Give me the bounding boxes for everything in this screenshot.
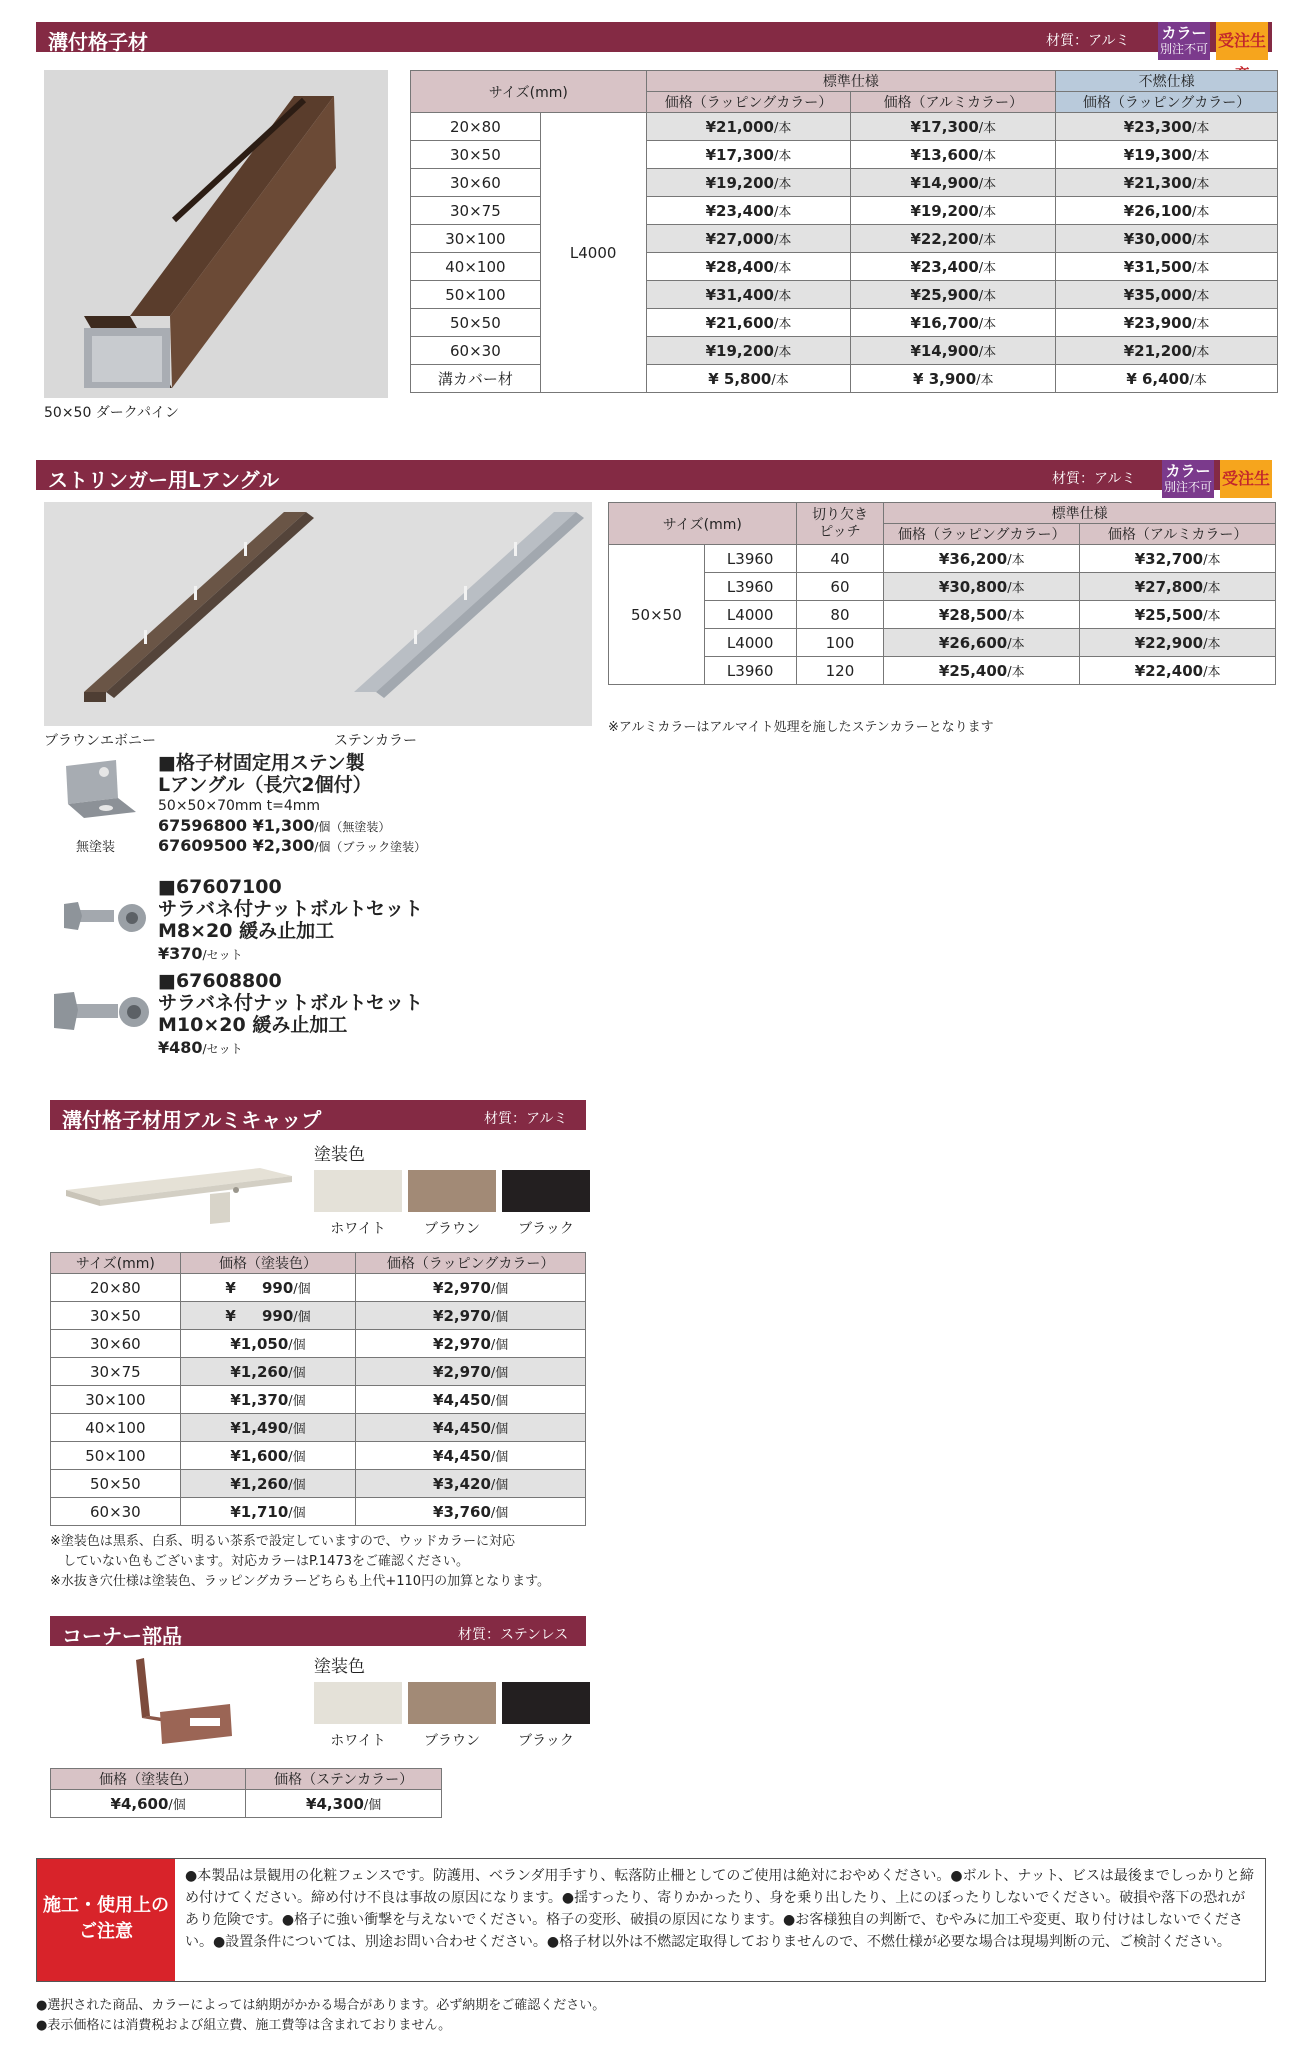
cell-price-wrapping: ¥19,200/本 bbox=[646, 169, 851, 197]
header-price-wrapping: 価格（ラッピングカラー） bbox=[356, 1253, 586, 1274]
cap-note-2: していない色もございます。対応カラーはP.1473をご確認ください。 bbox=[50, 1554, 469, 1569]
caption-sten-color: ステンカラー bbox=[334, 733, 418, 749]
section-header-stringer bbox=[36, 460, 1272, 490]
color-swatch-label: ブラウン bbox=[424, 1221, 480, 1237]
cell-price-wrapping: ¥3,760/個 bbox=[356, 1498, 586, 1526]
cell-price-wrapping: ¥36,200/本 bbox=[884, 545, 1080, 573]
table-row bbox=[51, 1414, 586, 1442]
header-price-paint: 価格（塗装色） bbox=[51, 1769, 246, 1790]
corner-part-image bbox=[120, 1656, 250, 1756]
header-size: サイズ(mm) bbox=[609, 503, 797, 545]
header-price-fire-wrapping: 価格（ラッピングカラー） bbox=[1056, 92, 1278, 113]
cell-price-wrapping: ¥28,400/本 bbox=[646, 253, 851, 281]
cell-length: L3960 bbox=[704, 573, 796, 601]
cell-size: 40×100 bbox=[411, 253, 541, 281]
bolt-set-m10-image bbox=[50, 988, 150, 1038]
table-row bbox=[51, 1358, 586, 1386]
cell-size: 50×50 bbox=[51, 1470, 181, 1498]
cell-size: 20×80 bbox=[51, 1274, 181, 1302]
section-title: 溝付格子材用アルミキャップ bbox=[62, 1108, 322, 1132]
bolt-m8-code: ■67607100 bbox=[158, 876, 282, 898]
cell-price-aluminum: ¥23,400/本 bbox=[851, 253, 1056, 281]
paint-color-label: 塗装色 bbox=[314, 1657, 365, 1677]
caution-text: ●本製品は景観用の化粧フェンスです。防護用、ベランダ用手すり、転落防止柵としてのご使用は絶対におやめください。●ボルト、ナット、ビスは最後までしっかりと締め付けてください。締め付け不良は事故の原因になります。●揺すったり、寄りかかったり、身を乗り出したり、上にのぼったりしないでください。破損や落下の恐れがあり危険です。●格子に強い衝撃を与えないでください。格子の変形、破損の原因になります。●お客様独自の判断で、むやみに加工や変更、取り付けはしないでください。●設置条件については、別途お問い合わせください。●格子材以外は不燃認定取得しておりませんので、不燃仕様が必要な場合は現場判断の元、ご検討ください。 bbox=[185, 1868, 1254, 1950]
cell-size: 20×80 bbox=[411, 113, 541, 141]
bolt-m10-title-2: M10×20 緩み止加工 bbox=[158, 1014, 348, 1036]
table-row bbox=[609, 601, 1276, 629]
table-row bbox=[51, 1442, 586, 1470]
section-header-corner bbox=[50, 1616, 586, 1646]
price-sten: ¥4,300/個 bbox=[246, 1790, 442, 1818]
header-price-paint: 価格（塗装色） bbox=[180, 1253, 356, 1274]
cap-price-table bbox=[50, 1252, 586, 1526]
cell-price-wrapping: ¥25,400/本 bbox=[884, 657, 1080, 685]
cell-price-paint: ¥1,600/個 bbox=[180, 1442, 356, 1470]
table-row bbox=[51, 1302, 586, 1330]
cell-size: 50×50 bbox=[609, 545, 705, 685]
cell-price-fire: ¥ 6,400/本 bbox=[1056, 365, 1278, 393]
cell-price-wrapping: ¥19,200/本 bbox=[646, 337, 851, 365]
color-swatch bbox=[314, 1682, 402, 1724]
cell-size: 50×50 bbox=[411, 309, 541, 337]
made-to-order-badge: 受注生 bbox=[1216, 22, 1268, 60]
cell-price-paint: ¥1,490/個 bbox=[180, 1414, 356, 1442]
cell-pitch: 120 bbox=[796, 657, 884, 685]
cell-price-aluminum: ¥13,600/本 bbox=[851, 141, 1056, 169]
cell-price-fire: ¥31,500/本 bbox=[1056, 253, 1278, 281]
cell-size: 60×30 bbox=[411, 337, 541, 365]
section-title: ストリンガー用Lアングル bbox=[48, 468, 279, 492]
cell-price-wrapping: ¥2,970/個 bbox=[356, 1330, 586, 1358]
cell-price-paint: ¥1,260/個 bbox=[180, 1358, 356, 1386]
product-photo-angles bbox=[44, 502, 592, 726]
material-label: 材質：アルミ bbox=[1052, 471, 1136, 487]
bracket-price-unpainted: 67596800 ¥1,300/個（無塗装） bbox=[158, 816, 391, 835]
cell-price-paint: ¥1,260/個 bbox=[180, 1470, 356, 1498]
table-row bbox=[51, 1274, 586, 1302]
lattice-price-table bbox=[410, 70, 1278, 393]
corner-price-table bbox=[50, 1768, 442, 1818]
cell-price-aluminum: ¥25,900/本 bbox=[851, 281, 1056, 309]
cell-length: L3960 bbox=[704, 657, 796, 685]
cell-price-wrapping: ¥3,420/個 bbox=[356, 1470, 586, 1498]
cell-price-paint: ¥1,370/個 bbox=[180, 1386, 356, 1414]
cell-price-aluminum: ¥32,700/本 bbox=[1080, 545, 1276, 573]
color-swatch-label: ブラック bbox=[518, 1221, 574, 1237]
cell-price-aluminum: ¥22,400/本 bbox=[1080, 657, 1276, 685]
aluminum-cap-image bbox=[60, 1160, 300, 1230]
price-paint: ¥4,600/個 bbox=[51, 1790, 246, 1818]
stringer-note: ※アルミカラーはアルマイト処理を施したステンカラーとなります bbox=[608, 720, 994, 735]
header-price-aluminum: 価格（アルミカラー） bbox=[851, 92, 1056, 113]
cell-size: 40×100 bbox=[51, 1414, 181, 1442]
table-row bbox=[51, 1386, 586, 1414]
color-swatch-label: ホワイト bbox=[330, 1221, 386, 1237]
cell-price-wrapping: ¥2,970/個 bbox=[356, 1274, 586, 1302]
cell-price-fire: ¥30,000/本 bbox=[1056, 225, 1278, 253]
bolt-m8-price: ¥370/セット bbox=[158, 944, 243, 963]
cell-pitch: 60 bbox=[796, 573, 884, 601]
photo-caption: 50×50 ダークパイン bbox=[44, 405, 179, 421]
cell-price-fire: ¥26,100/本 bbox=[1056, 197, 1278, 225]
cell-size: 50×100 bbox=[411, 281, 541, 309]
cell-price-aluminum: ¥25,500/本 bbox=[1080, 601, 1276, 629]
cell-size: 30×50 bbox=[51, 1302, 181, 1330]
cell-price-wrapping: ¥4,450/個 bbox=[356, 1414, 586, 1442]
header-standard: 標準仕様 bbox=[646, 71, 1056, 92]
caution-label: 施工・使用上の ご注意 bbox=[37, 1859, 175, 1981]
caption-brown-ebony: ブラウンエボニー bbox=[44, 733, 156, 749]
cell-price-wrapping: ¥17,300/本 bbox=[646, 141, 851, 169]
cell-price-wrapping: ¥26,600/本 bbox=[884, 629, 1080, 657]
cell-size: 30×75 bbox=[411, 197, 541, 225]
cell-price-wrapping: ¥21,000/本 bbox=[646, 113, 851, 141]
cell-price-aluminum: ¥14,900/本 bbox=[851, 169, 1056, 197]
header-price-wrapping: 価格（ラッピングカラー） bbox=[884, 524, 1080, 545]
table-row bbox=[609, 657, 1276, 685]
cell-price-wrapping: ¥4,450/個 bbox=[356, 1386, 586, 1414]
cell-size: 30×100 bbox=[51, 1386, 181, 1414]
caution-box bbox=[36, 1858, 1266, 1982]
cell-price-fire: ¥19,300/本 bbox=[1056, 141, 1278, 169]
paint-color-label: 塗装色 bbox=[314, 1145, 365, 1165]
table-row bbox=[51, 1498, 586, 1526]
color-swatch-label: ブラック bbox=[518, 1733, 574, 1749]
cell-length: L4000 bbox=[704, 629, 796, 657]
bolt-m10-price: ¥480/セット bbox=[158, 1038, 243, 1057]
cell-price-fire: ¥21,300/本 bbox=[1056, 169, 1278, 197]
table-row bbox=[51, 1470, 586, 1498]
section-title: コーナー部品 bbox=[62, 1624, 182, 1648]
cell-price-aluminum: ¥14,900/本 bbox=[851, 337, 1056, 365]
cell-price-paint: ¥ 990/個 bbox=[180, 1302, 356, 1330]
bracket-size: 50×50×70mm t=4mm bbox=[158, 798, 321, 814]
color-swatch bbox=[502, 1682, 590, 1724]
cell-price-aluminum: ¥16,700/本 bbox=[851, 309, 1056, 337]
cell-price-wrapping: ¥2,970/個 bbox=[356, 1358, 586, 1386]
table-row bbox=[609, 629, 1276, 657]
color-badge: カラー 別注不可 bbox=[1162, 460, 1214, 498]
l-angle-image bbox=[44, 502, 592, 726]
color-badge: カラー 別注不可 bbox=[1158, 22, 1210, 60]
cell-size: 50×100 bbox=[51, 1442, 181, 1470]
cell-price-wrapping: ¥21,600/本 bbox=[646, 309, 851, 337]
cap-note-1: ※塗装色は黒系、白系、明るい茶系で設定していますので、ウッドカラーに対応 bbox=[50, 1534, 515, 1549]
bolt-m8-title-1: サラバネ付ナットボルトセット bbox=[158, 898, 424, 920]
cell-pitch: 100 bbox=[796, 629, 884, 657]
color-swatch bbox=[408, 1682, 496, 1724]
section-header-cap bbox=[50, 1100, 586, 1130]
header-price-wrapping: 価格（ラッピングカラー） bbox=[646, 92, 851, 113]
cell-size: 30×60 bbox=[411, 169, 541, 197]
cell-price-fire: ¥23,300/本 bbox=[1056, 113, 1278, 141]
color-swatch bbox=[314, 1170, 402, 1212]
cell-size: 30×50 bbox=[411, 141, 541, 169]
material-label: 材質：アルミ bbox=[484, 1111, 568, 1127]
cap-note-3: ※水抜き穴仕様は塗装色、ラッピングカラーどちらも上代+110円の加算となります。 bbox=[50, 1574, 551, 1589]
header-size: サイズ(mm) bbox=[51, 1253, 181, 1274]
lattice-bar-image bbox=[44, 70, 388, 398]
made-to-order-badge: 受注生 bbox=[1220, 460, 1272, 498]
product-photo-lattice bbox=[44, 70, 388, 398]
cell-price-wrapping: ¥23,400/本 bbox=[646, 197, 851, 225]
bolt-m10-code: ■67608800 bbox=[158, 970, 282, 992]
cell-price-wrapping: ¥28,500/本 bbox=[884, 601, 1080, 629]
cell-pitch: 80 bbox=[796, 601, 884, 629]
cell-size: 30×100 bbox=[411, 225, 541, 253]
cell-price-fire: ¥23,900/本 bbox=[1056, 309, 1278, 337]
cell-size: 30×60 bbox=[51, 1330, 181, 1358]
bracket-image bbox=[56, 758, 140, 820]
section-header-mizotsuki bbox=[36, 22, 1272, 52]
cell-pitch: 40 bbox=[796, 545, 884, 573]
cell-size: 30×75 bbox=[51, 1358, 181, 1386]
bolt-m10-title-1: サラバネ付ナットボルトセット bbox=[158, 992, 424, 1014]
color-swatch-label: ブラウン bbox=[424, 1733, 480, 1749]
bracket-title-2: Lアングル（長穴2個付） bbox=[158, 774, 372, 796]
cell-size: 60×30 bbox=[51, 1498, 181, 1526]
bracket-title-1: ■格子材固定用ステン製 bbox=[158, 752, 365, 774]
cell-price-wrapping: ¥30,800/本 bbox=[884, 573, 1080, 601]
color-swatch bbox=[408, 1170, 496, 1212]
header-fireproof: 不燃仕様 bbox=[1056, 71, 1278, 92]
cell-length: L4000 bbox=[540, 113, 646, 393]
header-pitch: 切り欠き ピッチ bbox=[796, 503, 884, 545]
cell-price-aluminum: ¥27,800/本 bbox=[1080, 573, 1276, 601]
bolt-m8-title-2: M8×20 緩み止加工 bbox=[158, 920, 335, 942]
header-size: サイズ(mm) bbox=[411, 71, 647, 113]
table-row bbox=[609, 545, 1276, 573]
cell-price-aluminum: ¥17,300/本 bbox=[851, 113, 1056, 141]
cell-price-paint: ¥1,050/個 bbox=[180, 1330, 356, 1358]
header-standard: 標準仕様 bbox=[884, 503, 1276, 524]
stringer-price-table bbox=[608, 502, 1276, 685]
cell-price-aluminum: ¥22,200/本 bbox=[851, 225, 1056, 253]
cell-length: L3960 bbox=[704, 545, 796, 573]
footer-note-2: ●表示価格には消費税および組立費、施工費等は含まれておりません。 bbox=[36, 2018, 452, 2033]
cell-price-aluminum: ¥19,200/本 bbox=[851, 197, 1056, 225]
cell-price-aluminum: ¥22,900/本 bbox=[1080, 629, 1276, 657]
cell-length: L4000 bbox=[704, 601, 796, 629]
bracket-price-black: 67609500 ¥2,300/個（ブラック塗装） bbox=[158, 836, 427, 855]
table-row bbox=[609, 573, 1276, 601]
table-row bbox=[51, 1330, 586, 1358]
cell-price-wrapping: ¥27,000/本 bbox=[646, 225, 851, 253]
material-label: 材質：アルミ bbox=[1046, 33, 1130, 49]
cell-price-wrapping: ¥2,970/個 bbox=[356, 1302, 586, 1330]
color-swatch bbox=[502, 1170, 590, 1212]
cell-price-paint: ¥ 990/個 bbox=[180, 1274, 356, 1302]
bracket-label: 無塗装 bbox=[76, 840, 116, 855]
cell-price-fire: ¥35,000/本 bbox=[1056, 281, 1278, 309]
header-price-sten: 価格（ステンカラー） bbox=[246, 1769, 442, 1790]
footer-note-1: ●選択された商品、カラーによっては納期がかかる場合があります。必ず納期をご確認ください。 bbox=[36, 1998, 606, 2013]
header-price-aluminum: 価格（アルミカラー） bbox=[1080, 524, 1276, 545]
cell-price-aluminum: ¥ 3,900/本 bbox=[851, 365, 1056, 393]
cell-price-fire: ¥21,200/本 bbox=[1056, 337, 1278, 365]
material-label: 材質：ステンレス bbox=[458, 1627, 569, 1643]
section-title: 溝付格子材 bbox=[48, 30, 148, 54]
table-row bbox=[411, 113, 1278, 141]
bolt-set-m8-image bbox=[60, 896, 150, 940]
cell-price-wrapping: ¥4,450/個 bbox=[356, 1442, 586, 1470]
color-swatch-label: ホワイト bbox=[330, 1733, 386, 1749]
cell-price-wrapping: ¥31,400/本 bbox=[646, 281, 851, 309]
cell-price-paint: ¥1,710/個 bbox=[180, 1498, 356, 1526]
cell-price-wrapping: ¥ 5,800/本 bbox=[646, 365, 851, 393]
cell-size: 溝カバー材 bbox=[411, 365, 541, 393]
